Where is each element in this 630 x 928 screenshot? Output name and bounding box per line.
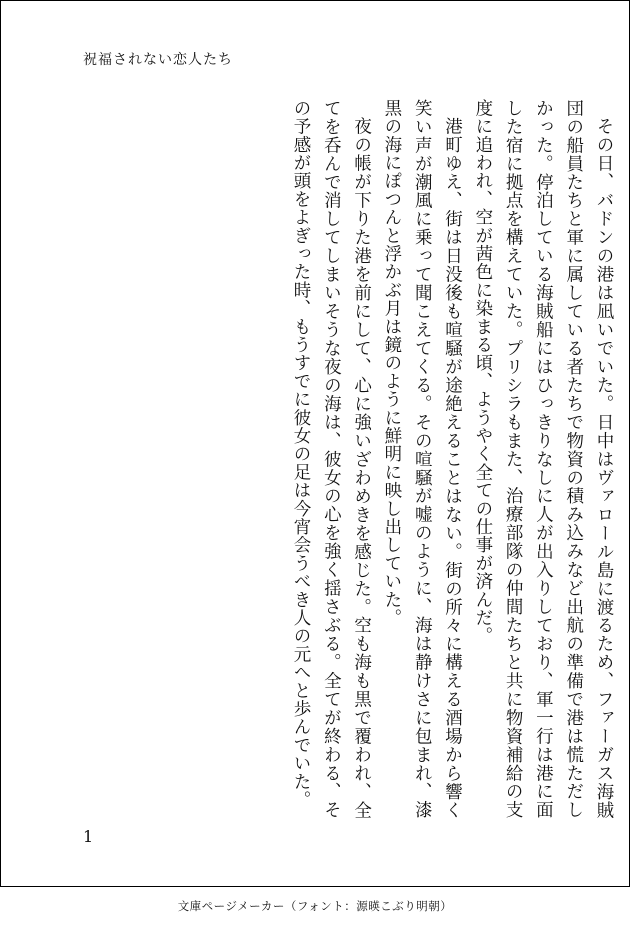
running-title: 祝福されない恋人たち xyxy=(83,52,233,68)
body-text xyxy=(104,99,629,819)
paragraph: 夜の帳が下りた港を前にして、心に強いざわめきを感じた。空も海も黒で覆われ、全てを呑んで消してしまいそうな夜の海は、彼女の心を強く揺さぶる。全てが終わる、その予感が頭をよぎった時、もうすでに彼女の足は今宵会うべき人の元へと歩んでいた。 xyxy=(291,99,372,819)
paragraph: その日、バドンの港は凪いでいた。日中はヴァロール島に渡るため、ファーガス海賊団の船員たちと軍に属している者たちで物資の積み込みなど出航の準備で港は慌ただしかった。停泊している海賊船にはひっきりなしに人が出入りしており、軍一行は港に面した宿に拠点を構えていた。プリシラもまた、治療部隊の仲間たちと共に物資補給の支度に追われ、空が茜色に染まる頃、ようやく全ての仕事が済んだ。 xyxy=(472,99,614,819)
paragraph: 港町ゆえ、街は日没後も喧騒が途絶えることはない。街の所々に構える酒場から響く笑い声が潮風に乗って聞こえてくる。その喧騒が嘘のように、海は静けさに包まれ、漆黒の海にぽつんと浮かぶ月は鏡のように鮮明に映し出していた。 xyxy=(381,99,463,819)
footer-credit: 文庫ページメーカー（フォント：源暎こぶり明朝） xyxy=(177,899,453,913)
page-number: 1 xyxy=(83,827,94,846)
